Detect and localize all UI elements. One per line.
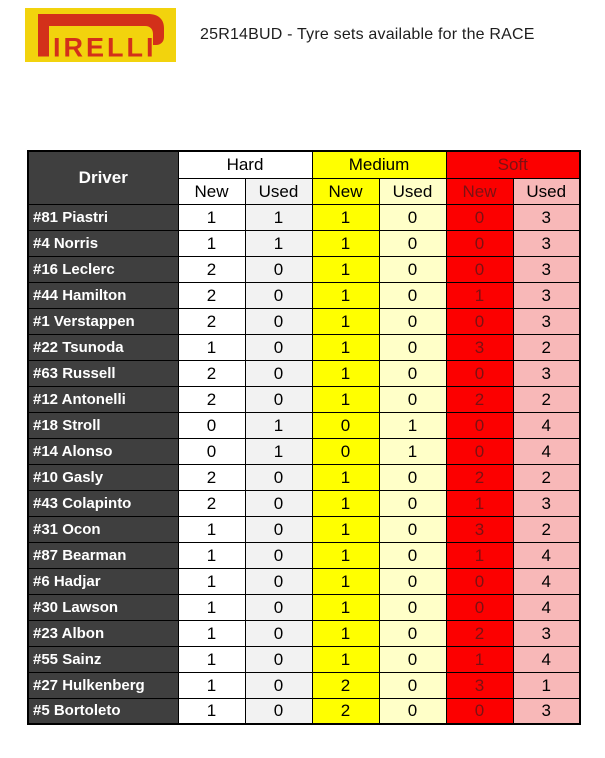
hard-used-cell: 1 (245, 230, 312, 256)
hard-used-cell: 0 (245, 568, 312, 594)
soft-used-cell: 2 (513, 386, 580, 412)
hard-new-cell: 1 (178, 646, 245, 672)
soft-new-cell: 2 (446, 620, 513, 646)
hard-used-cell: 1 (245, 438, 312, 464)
medium-used-cell: 1 (379, 412, 446, 438)
hard-used-cell: 0 (245, 334, 312, 360)
soft-used-cell: 4 (513, 438, 580, 464)
driver-cell: #43 Colapinto (28, 490, 178, 516)
driver-cell: #16 Leclerc (28, 256, 178, 282)
medium-used-cell: 0 (379, 646, 446, 672)
table-row (28, 620, 580, 646)
hard-used-cell: 0 (245, 516, 312, 542)
soft-new-cell: 2 (446, 386, 513, 412)
medium-used-cell: 0 (379, 594, 446, 620)
soft-new-cell: 0 (446, 412, 513, 438)
hard-used-cell: 0 (245, 308, 312, 334)
table-row (28, 490, 580, 516)
page (0, 8, 605, 725)
medium-used-cell: 0 (379, 386, 446, 412)
medium-new-cell: 1 (312, 542, 379, 568)
driver-cell: #81 Piastri (28, 204, 178, 230)
medium-new-cell: 2 (312, 698, 379, 724)
pirelli-logo-p-stem (38, 26, 49, 57)
hard-used-cell: 0 (245, 594, 312, 620)
soft-used-header: Used (513, 178, 580, 204)
medium-used-cell: 0 (379, 282, 446, 308)
soft-used-cell: 3 (513, 230, 580, 256)
soft-used-cell: 3 (513, 490, 580, 516)
hard-used-cell: 0 (245, 542, 312, 568)
medium-used-cell: 0 (379, 516, 446, 542)
soft-used-cell: 3 (513, 360, 580, 386)
hard-new-cell: 2 (178, 282, 245, 308)
soft-new-header: New (446, 178, 513, 204)
table-row (28, 360, 580, 386)
driver-cell: #4 Norris (28, 230, 178, 256)
medium-new-cell: 1 (312, 282, 379, 308)
page-title: 25R14BUD - Tyre sets available for the RACE (200, 26, 535, 43)
soft-new-cell: 1 (446, 490, 513, 516)
soft-new-cell: 1 (446, 542, 513, 568)
driver-cell: #10 Gasly (28, 464, 178, 490)
hard-new-cell: 1 (178, 672, 245, 698)
page-header (25, 8, 605, 62)
table-row (28, 646, 580, 672)
medium-new-cell: 0 (312, 438, 379, 464)
compound-header-row (28, 151, 580, 178)
table-row (28, 230, 580, 256)
soft-used-cell: 1 (513, 672, 580, 698)
soft-used-cell: 4 (513, 646, 580, 672)
medium-new-cell: 1 (312, 594, 379, 620)
medium-new-cell: 1 (312, 620, 379, 646)
hard-used-cell: 0 (245, 698, 312, 724)
medium-used-cell: 0 (379, 698, 446, 724)
medium-new-cell: 1 (312, 386, 379, 412)
hard-used-cell: 0 (245, 282, 312, 308)
medium-used-cell: 0 (379, 672, 446, 698)
medium-used-cell: 0 (379, 620, 446, 646)
table-row (28, 542, 580, 568)
soft-used-cell: 2 (513, 464, 580, 490)
medium-new-cell: 1 (312, 568, 379, 594)
soft-new-cell: 0 (446, 698, 513, 724)
soft-new-cell: 0 (446, 438, 513, 464)
soft-new-cell: 0 (446, 230, 513, 256)
medium-used-cell: 0 (379, 542, 446, 568)
hard-new-cell: 1 (178, 620, 245, 646)
medium-used-cell: 0 (379, 256, 446, 282)
hard-used-cell: 0 (245, 490, 312, 516)
soft-used-cell: 4 (513, 594, 580, 620)
soft-new-cell: 0 (446, 594, 513, 620)
medium-new-cell: 1 (312, 256, 379, 282)
hard-used-cell: 0 (245, 386, 312, 412)
soft-used-cell: 2 (513, 334, 580, 360)
hard-used-cell: 0 (245, 464, 312, 490)
medium-used-cell: 0 (379, 360, 446, 386)
table-row (28, 594, 580, 620)
driver-cell: #55 Sainz (28, 646, 178, 672)
table-row (28, 438, 580, 464)
soft-new-cell: 3 (446, 334, 513, 360)
hard-used-cell: 1 (245, 204, 312, 230)
medium-new-cell: 1 (312, 334, 379, 360)
soft-used-cell: 4 (513, 568, 580, 594)
hard-new-cell: 2 (178, 308, 245, 334)
soft-new-cell: 0 (446, 360, 513, 386)
soft-column-header: Soft (446, 151, 580, 178)
medium-new-cell: 0 (312, 412, 379, 438)
soft-used-cell: 3 (513, 698, 580, 724)
hard-new-cell: 2 (178, 490, 245, 516)
driver-cell: #12 Antonelli (28, 386, 178, 412)
hard-new-cell: 1 (178, 204, 245, 230)
hard-new-cell: 1 (178, 698, 245, 724)
soft-used-cell: 3 (513, 256, 580, 282)
hard-new-cell: 1 (178, 334, 245, 360)
medium-new-cell: 1 (312, 464, 379, 490)
hard-used-cell: 0 (245, 256, 312, 282)
soft-used-cell: 3 (513, 308, 580, 334)
driver-cell: #22 Tsunoda (28, 334, 178, 360)
driver-cell: #5 Bortoleto (28, 698, 178, 724)
medium-used-cell: 0 (379, 230, 446, 256)
table-row (28, 204, 580, 230)
hard-new-cell: 0 (178, 438, 245, 464)
soft-used-cell: 2 (513, 516, 580, 542)
pirelli-logo-letters: IRELLI (53, 32, 157, 62)
medium-new-cell: 1 (312, 490, 379, 516)
medium-used-cell: 0 (379, 490, 446, 516)
medium-used-cell: 0 (379, 308, 446, 334)
medium-new-cell: 1 (312, 646, 379, 672)
driver-cell: #1 Verstappen (28, 308, 178, 334)
driver-cell: #23 Albon (28, 620, 178, 646)
driver-cell: #18 Stroll (28, 412, 178, 438)
table-row (28, 256, 580, 282)
medium-column-header: Medium (312, 151, 446, 178)
soft-new-cell: 1 (446, 282, 513, 308)
table-row (28, 386, 580, 412)
driver-cell: #31 Ocon (28, 516, 178, 542)
hard-used-cell: 0 (245, 620, 312, 646)
table-row (28, 672, 580, 698)
pirelli-logo (25, 8, 176, 62)
medium-new-cell: 2 (312, 672, 379, 698)
medium-used-cell: 0 (379, 334, 446, 360)
soft-used-cell: 3 (513, 620, 580, 646)
soft-used-cell: 4 (513, 542, 580, 568)
medium-used-cell: 1 (379, 438, 446, 464)
tyre-table-body (28, 204, 580, 724)
soft-new-cell: 1 (446, 646, 513, 672)
soft-new-cell: 3 (446, 516, 513, 542)
driver-cell: #63 Russell (28, 360, 178, 386)
table-row (28, 698, 580, 724)
table-row (28, 308, 580, 334)
driver-cell: #6 Hadjar (28, 568, 178, 594)
pirelli-logo-graphic (25, 8, 176, 62)
hard-new-cell: 1 (178, 230, 245, 256)
hard-used-cell: 1 (245, 412, 312, 438)
driver-cell: #14 Alonso (28, 438, 178, 464)
soft-new-cell: 3 (446, 672, 513, 698)
medium-new-cell: 1 (312, 204, 379, 230)
driver-cell: #30 Lawson (28, 594, 178, 620)
driver-column-header: Driver (28, 151, 178, 204)
soft-new-cell: 0 (446, 568, 513, 594)
hard-used-header: Used (245, 178, 312, 204)
tyre-table-header (28, 151, 580, 204)
soft-new-cell: 0 (446, 204, 513, 230)
table-row (28, 516, 580, 542)
hard-new-cell: 1 (178, 594, 245, 620)
medium-new-cell: 1 (312, 230, 379, 256)
medium-new-cell: 1 (312, 360, 379, 386)
hard-new-cell: 2 (178, 464, 245, 490)
medium-used-cell: 0 (379, 464, 446, 490)
hard-new-cell: 0 (178, 412, 245, 438)
hard-new-cell: 2 (178, 386, 245, 412)
hard-new-cell: 2 (178, 256, 245, 282)
hard-new-cell: 1 (178, 568, 245, 594)
soft-used-cell: 3 (513, 204, 580, 230)
hard-new-cell: 1 (178, 516, 245, 542)
soft-new-cell: 2 (446, 464, 513, 490)
tyre-sets-table (27, 150, 581, 725)
soft-used-cell: 4 (513, 412, 580, 438)
driver-cell: #27 Hulkenberg (28, 672, 178, 698)
driver-cell: #44 Hamilton (28, 282, 178, 308)
table-row (28, 334, 580, 360)
medium-new-cell: 1 (312, 516, 379, 542)
hard-used-cell: 0 (245, 646, 312, 672)
medium-new-cell: 1 (312, 308, 379, 334)
medium-used-cell: 0 (379, 568, 446, 594)
hard-new-cell: 1 (178, 542, 245, 568)
soft-new-cell: 0 (446, 308, 513, 334)
hard-new-cell: 2 (178, 360, 245, 386)
medium-new-header: New (312, 178, 379, 204)
medium-used-cell: 0 (379, 204, 446, 230)
medium-used-header: Used (379, 178, 446, 204)
table-row (28, 568, 580, 594)
hard-used-cell: 0 (245, 360, 312, 386)
table-row (28, 412, 580, 438)
hard-new-header: New (178, 178, 245, 204)
driver-cell: #87 Bearman (28, 542, 178, 568)
soft-new-cell: 0 (446, 256, 513, 282)
soft-used-cell: 3 (513, 282, 580, 308)
hard-used-cell: 0 (245, 672, 312, 698)
table-row (28, 464, 580, 490)
table-row (28, 282, 580, 308)
hard-column-header: Hard (178, 151, 312, 178)
